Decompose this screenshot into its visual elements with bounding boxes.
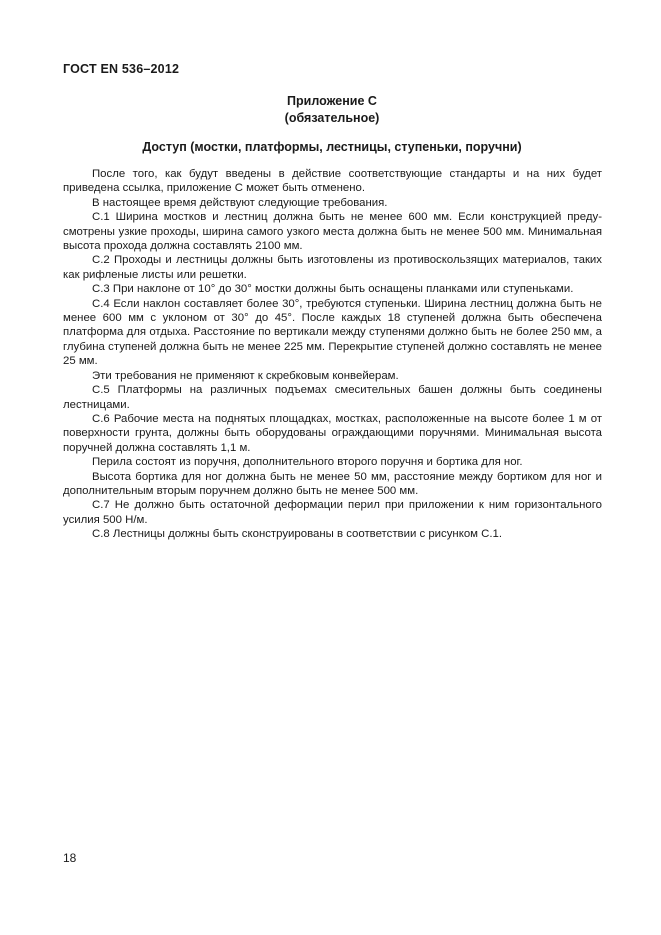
paragraph-railing-composition: Перила состоят из поручня, дополнительного второго поручня и бортика для ног. xyxy=(92,456,523,469)
paragraph-c7: С.7 Не должно быть остаточной деформации перил при приложении к ним горизонтального усилия 500 Н/м. xyxy=(63,499,602,526)
body-text xyxy=(63,167,602,542)
section-heading: Доступ (мостки, платформы, лестницы, ступеньки, поручни) xyxy=(142,140,522,154)
paragraph-current-requirements: В настоящее время действуют следующие требования. xyxy=(92,196,388,209)
paragraph-c4: С.4 Если наклон составляет более 30°, требуются ступеньки. Ширина лестниц должна быть не менее 600 мм с уклоном от 30° до 45°. После каждых 18 ступеней должна быть обеспечена платформа для отдыха. Расстояние по вертикали между ступенями должно быть не более 250 мм, а глубина ступеней должна быть не менее 225 мм. Перекрытие ступеней должно составлять не менее 25 мм. xyxy=(63,297,602,368)
annex-title: Приложение С xyxy=(287,94,377,108)
paragraph-c2: С.2 Проходы и лестницы должны быть изготовлены из противоскользящих материалов, таких как рифленые листы или решетки. xyxy=(63,254,602,281)
page-number: 18 xyxy=(63,851,77,865)
paragraph-c5: С.5 Платформы на различных подъемах смесительных башен должны быть соединены лестницами. xyxy=(63,384,602,411)
paragraph-c1: С.1 Ширина мостков и лестниц должна быть не менее 600 мм. Если конструкцией предусмотрены узкие проходы, ширина самого узкого места должна быть не менее 500 мм. Минимальная высота прохода должна составлять 2100 мм. xyxy=(63,211,602,253)
paragraph-c8: С.8 Лестницы должны быть сконструированы в соответствии с рисунком С.1. xyxy=(92,528,503,541)
annex-status: (обязательное) xyxy=(284,111,380,125)
paragraph-scraper-conveyors: Эти требования не применяют к скребковым конвейерам. xyxy=(92,369,399,382)
paragraph-intro: После того, как будут введены в действие соответствующие стандарты и на них будет приведена ссылка, приложение С может быть отменено. xyxy=(63,168,602,195)
paragraph-c3: С.3 При наклоне от 10° до 30° мостки должны быть оснащены планками или ступеньками. xyxy=(92,283,574,296)
document-header-id: ГОСТ EN 536–2012 xyxy=(63,62,180,76)
paragraph-toe-board: Высота бортика для ног должна быть не менее 50 мм, расстояние между бортиком для ног и дополнительным вторым поручнем должно быть не менее 500 мм. xyxy=(63,470,602,497)
paragraph-c6: С.6 Рабочие места на поднятых площадках, мостках, расположенные на высоте более 1 м от поверхности грунта, должны быть оборудованы ограждающими поручнями. Минимальная высота поручней должна составлять 1,1 м. xyxy=(63,412,602,454)
